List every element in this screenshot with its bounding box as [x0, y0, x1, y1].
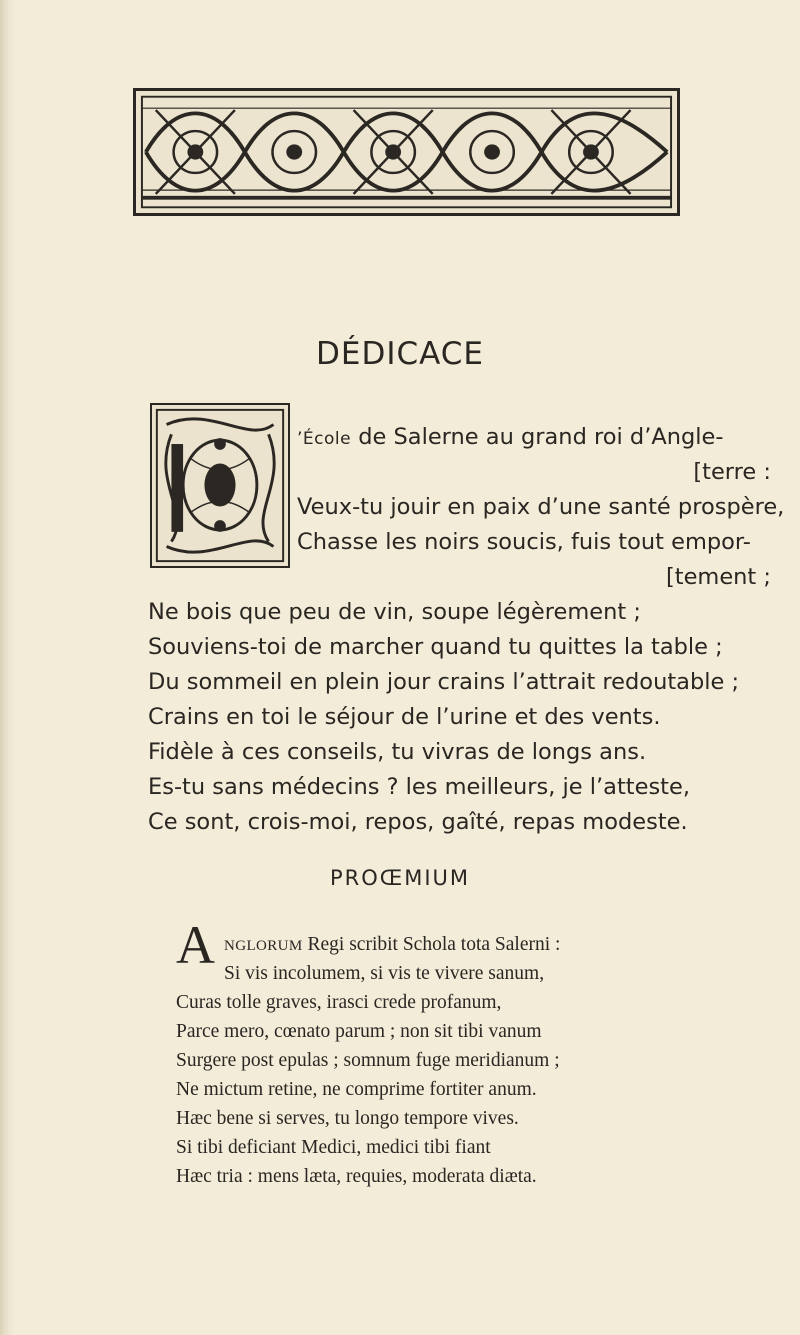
- verse-line: Veux-tu jouir en paix d’une santé prospère,: [297, 494, 785, 520]
- verse-line: Surgere post epulas ; somnum fuge meridianum ;: [176, 1050, 560, 1071]
- verse-line: Ne mictum retine, ne comprime fortiter anum.: [176, 1079, 537, 1100]
- verse-line: [tement ;: [665, 564, 771, 590]
- dedication-title: DÉDICACE: [315, 336, 484, 372]
- verse-line: Du sommeil en plein jour crains l’attrait redoutable ;: [148, 669, 740, 695]
- verse-line: ’École de Salerne au grand roi d’Angle-: [297, 424, 724, 450]
- verse-line: Crains en toi le séjour de l’urine et des vents.: [148, 704, 661, 730]
- small-caps-opening: NGLORUM: [224, 938, 303, 954]
- proemium-title: PROŒMIUM: [329, 866, 471, 890]
- verse-line: Fidèle à ces conseils, tu vivras de longs ans.: [148, 739, 647, 765]
- verse-line: Chasse les noirs soucis, fuis tout empor-: [297, 529, 751, 555]
- ornamental-initial-block: [150, 403, 290, 568]
- verse-line: Hæc tria : mens læta, requies, moderata diæta.: [176, 1166, 537, 1187]
- verse-line: NGLORUM Regi scribit Schola tota Salerni :: [224, 934, 561, 955]
- ornamental-initial-icon: [152, 405, 288, 566]
- verse-line: Si vis incolumem, si vis te vivere sanum,: [224, 963, 545, 984]
- verse-line: Parce mero, cœnato parum ; non sit tibi vanum: [176, 1021, 542, 1042]
- verse-line: Si tibi deficiant Medici, medici tibi fiant: [176, 1137, 491, 1158]
- verse-line: [terre :: [693, 459, 771, 485]
- verse-line: Hæc bene si serves, tu longo tempore vives.: [176, 1108, 519, 1129]
- drop-cap-initial: A: [176, 915, 215, 975]
- verse-line: Ce sont, crois-moi, repos, gaîté, repas modeste.: [148, 809, 688, 835]
- verse-line: Es-tu sans médecins ? les meilleurs, je l’atteste,: [148, 774, 690, 800]
- verse-line: Souviens-toi de marcher quand tu quittes la table ;: [148, 634, 723, 660]
- small-caps-opening: ’École: [297, 429, 352, 449]
- knotwork-headpiece-ornament: [133, 88, 680, 216]
- verse-line: Curas tolle graves, irasci crede profanum,: [176, 992, 502, 1013]
- knotwork-pattern-icon: [136, 91, 677, 213]
- verse-line: Ne bois que peu de vin, soupe légèrement ;: [148, 599, 641, 625]
